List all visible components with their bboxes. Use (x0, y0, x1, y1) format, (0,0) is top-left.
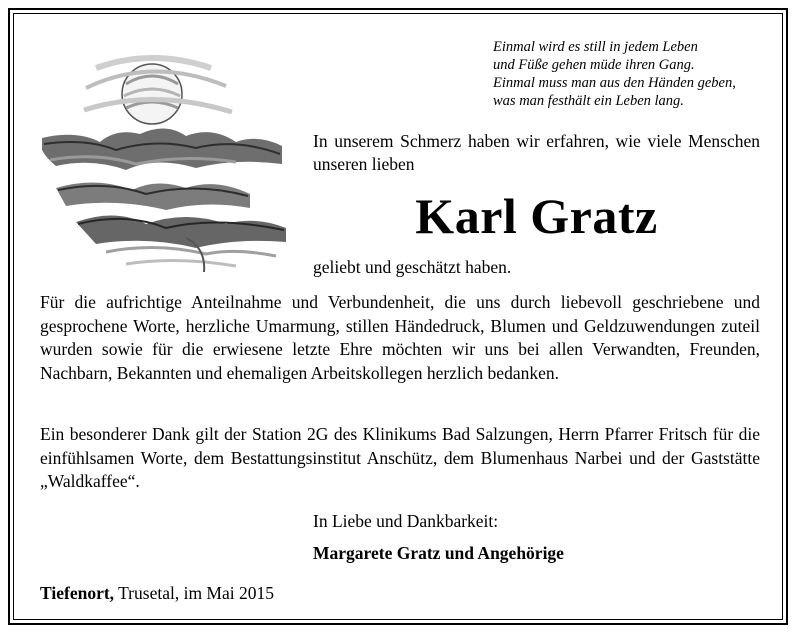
deceased-name: Karl Gratz (415, 188, 658, 244)
poem-line: Einmal muss man aus den Händen geben, (493, 75, 736, 91)
upper-mountains (42, 128, 282, 170)
place-town: Tiefenort, (40, 583, 115, 603)
place-date-line (40, 582, 274, 605)
poem-line: und Füße gehen müde ihren Gang. (493, 57, 695, 73)
poem-line: Einmal wird es still in jedem Leben (493, 39, 698, 55)
after-name-text: geliebt und geschätzt haben. (313, 257, 512, 277)
closing-line: In Liebe und Dankbarkeit: (313, 511, 499, 531)
poem-line: was man festhält ein Leben lang. (493, 93, 684, 109)
middle-mountains (56, 182, 250, 210)
memorial-poem (493, 38, 773, 110)
intro-text: In unserem Schmerz haben wir erfahren, wie viele Menschen unseren lieben (313, 131, 760, 174)
special-thanks-paragraph: Ein besonderer Dank gilt der Station 2G des Klinikums Bad Salzungen, Herrn Pfarrer Fritsch für die einfühlsamen Worte, dem Bestattungsinstitut Anschütz, dem Blumenhaus Narbei und der Gaststätte „Waldkaffee“. (40, 424, 760, 491)
lower-mountains (76, 215, 286, 272)
thanks-paragraph: Für die aufrichtige Anteilnahme und Verbundenheit, die uns durch liebevoll geschriebene und gesprochene Worte, herzliche Umarmung, stillen Händedruck, Blumen und Geldzuwendungen zuteil wurden sowie für die erwiesene letzte Ehre möchten wir uns bei allen Verwandten, Freunden, Nachbarn, Bekannten und ehemaligen Arbeitskollegen herzlich bedanken. (40, 292, 760, 383)
sun-illustration (84, 58, 232, 124)
place-rest: Trusetal, im Mai 2015 (114, 583, 274, 603)
landscape-sketch-image (36, 38, 288, 274)
signers: Margarete Gratz und Angehörige (313, 543, 564, 563)
